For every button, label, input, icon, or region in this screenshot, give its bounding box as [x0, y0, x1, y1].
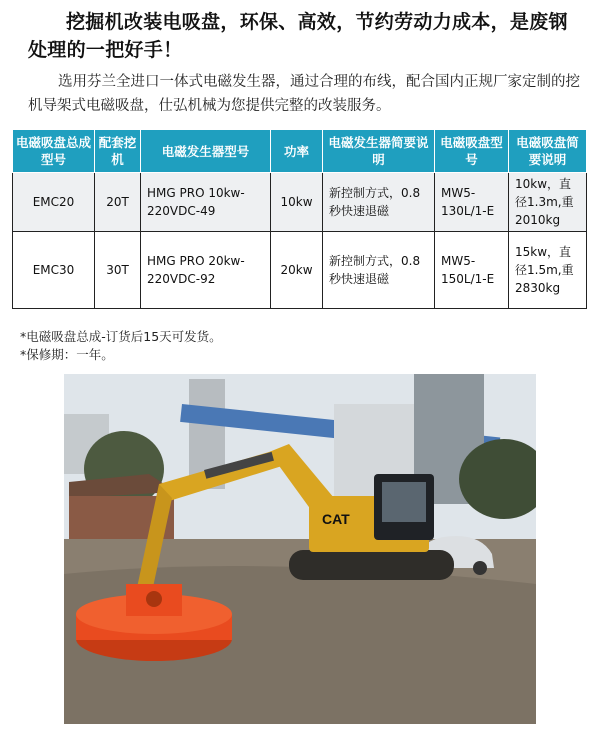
cab-window — [382, 482, 426, 522]
cell-excavator: 20T — [95, 173, 141, 232]
notes — [20, 328, 222, 364]
header-generator-model: 电磁发生器型号 — [141, 130, 271, 173]
spec-table — [12, 129, 587, 309]
header-magnet-desc: 电磁吸盘简要说明 — [509, 130, 587, 173]
header-magnet-model: 电磁吸盘型号 — [435, 130, 509, 173]
excavator-tracks — [289, 550, 454, 580]
excavator-photo — [64, 374, 536, 724]
cell-power: 20kw — [271, 232, 323, 309]
header-excavator: 配套挖机 — [95, 130, 141, 173]
cell-magnet-desc: 15kw，直径1.5m,重2830kg — [509, 232, 587, 309]
page-title: 挖掘机改装电吸盘，环保、高效，节约劳动力成本，是废钢处理的一把好手！ — [28, 11, 568, 61]
cell-generator-desc: 新控制方式，0.8秒快速退磁 — [323, 232, 435, 309]
cell-assembly-model: EMC20 — [13, 173, 95, 232]
table-row — [13, 173, 587, 232]
header-generator-desc: 电磁发生器简要说明 — [323, 130, 435, 173]
cell-generator-model: HMG PRO 20kw-220VDC-92 — [141, 232, 271, 309]
cell-magnet-model: MW5-130L/1-E — [435, 173, 509, 232]
cell-generator-desc: 新控制方式，0.8秒快速退磁 — [323, 173, 435, 232]
note-warranty: *保修期：一年。 — [20, 347, 114, 362]
table-header-row — [13, 130, 587, 173]
note-delivery: *电磁吸盘总成-订货后15天可发货。 — [20, 329, 222, 344]
cell-excavator: 30T — [95, 232, 141, 309]
excavator-illustration — [64, 374, 536, 724]
header-power: 功率 — [271, 130, 323, 173]
brand-logo: CAT — [322, 511, 350, 527]
magnet-pin — [146, 591, 162, 607]
intro-paragraph: 选用芬兰全进口一体式电磁发生器，通过合理的布线，配合国内正规厂家定制的挖机导架式电磁吸盘，仕弘机械为您提供完整的改装服务。 — [28, 74, 580, 114]
cell-magnet-desc: 10kw，直径1.3m,重2010kg — [509, 173, 587, 232]
cell-magnet-model: MW5-150L/1-E — [435, 232, 509, 309]
header-assembly-model: 电磁吸盘总成型号 — [13, 130, 95, 173]
table-row — [13, 232, 587, 309]
cell-assembly-model: EMC30 — [13, 232, 95, 309]
cell-generator-model: HMG PRO 10kw-220VDC-49 — [141, 173, 271, 232]
car-wheel — [473, 561, 487, 575]
cell-power: 10kw — [271, 173, 323, 232]
